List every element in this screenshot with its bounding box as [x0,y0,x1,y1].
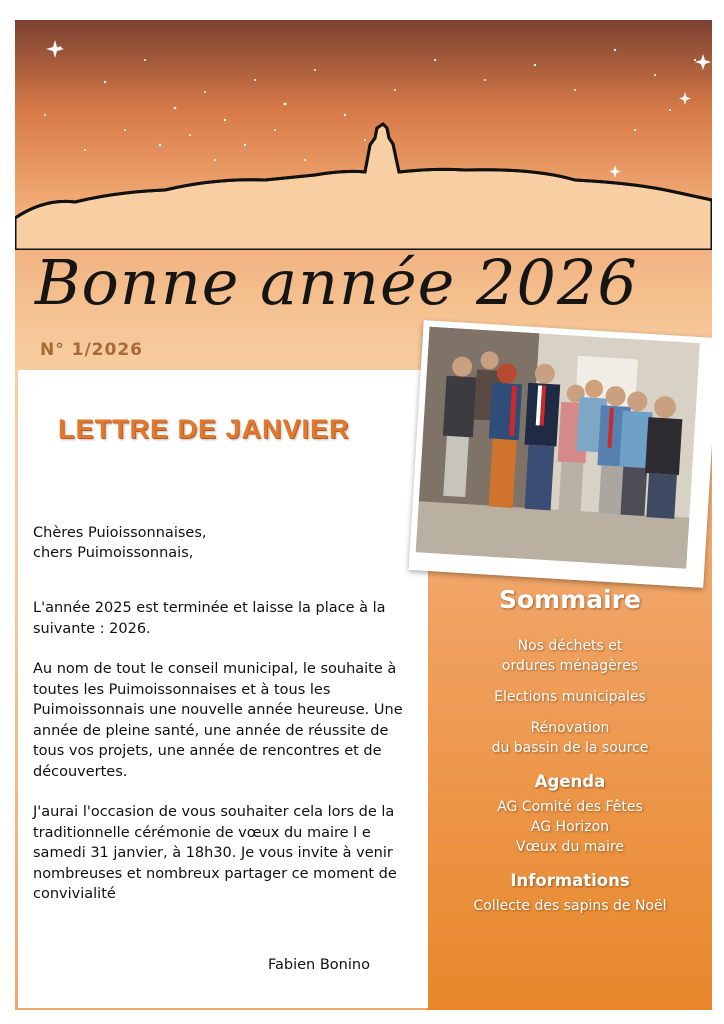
letter-paragraph: L'année 2025 est terminée et laisse la place à la suivante : 2026. [33,600,386,637]
toc-item: Elections municipales [494,689,646,705]
toc-item-line: Rénovation [530,720,610,736]
letter-paragraph: J'aurai l'occasion de vous souhaiter cela lors de la traditionnelle cérémonie de vœux du maire l e samedi 31 janvier, à 18h30. Je vous invite à venir nombreuses et nombreux partager ce moment de convivialité [33,804,397,902]
toc-item-line: Nos déchets et [517,638,623,654]
salutation [33,523,206,563]
info-item: Collecte des sapins de Noël [473,898,667,914]
salutation-line: Chères Puioissonnaises, [33,525,207,541]
agenda-heading: Agenda [534,772,606,791]
agenda-item: AG Horizon [530,819,610,835]
letter-panel [18,370,428,1008]
letter-body [33,598,423,925]
table-of-contents [430,585,710,927]
group-photo [409,320,712,588]
signature: Fabien Bonino [268,957,370,973]
toc-item-line: du bassin de la source [491,740,649,756]
group-photo-icon [416,327,700,569]
village-silhouette-header [15,20,712,250]
toc-item [430,636,710,676]
salutation-line: chers Puimoissonnais, [33,545,194,561]
info-heading: Informations [510,871,630,890]
toc-heading: Sommaire [498,585,641,614]
newsletter-page [15,20,712,1010]
page-title: Bonne année 2026 [35,246,638,319]
agenda-item: Vœux du maire [516,839,624,855]
issue-number: N° 1/2026 [40,340,143,360]
letter-heading: LETTRE DE JANVIER [58,414,350,444]
agenda-item: AG Comité des Fêtes [497,799,643,815]
toc-item-line: ordures ménagères [501,658,639,674]
letter-paragraph: Au nom de tout le conseil municipal, le souhaite à toutes les Puimoissonnaises et à tous les Puimoissonnais une nouvelle année heureuse. Une année de pleine santé, une année de réussite de tous vos projets, une année de rencontres et de découvertes. [33,661,403,780]
toc-item [430,718,710,758]
